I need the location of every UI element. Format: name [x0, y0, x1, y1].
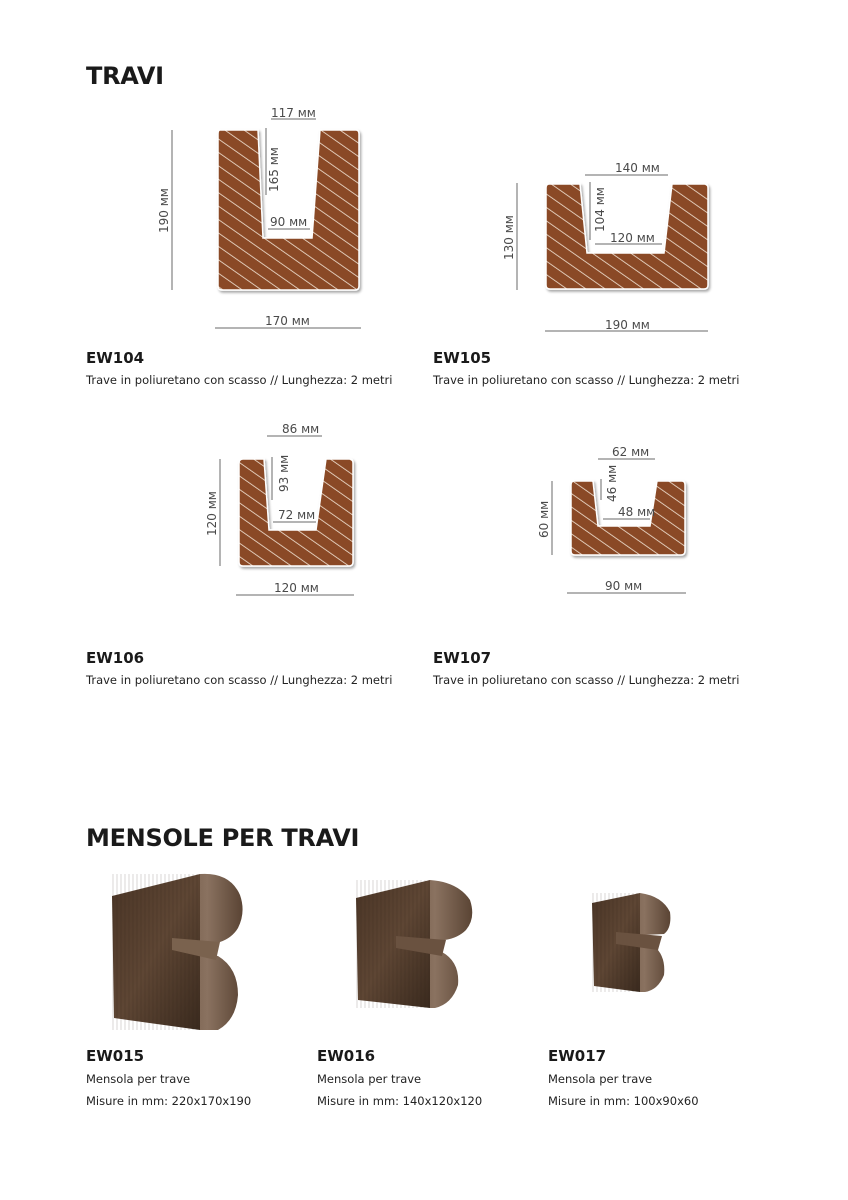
product-code-ew016: EW016 [317, 1047, 376, 1065]
dim-height-ew106: 120 мм [205, 491, 219, 536]
bracket-image-ew015 [112, 874, 243, 1030]
dim-inner-width-ew105: 120 мм [610, 231, 655, 245]
beam-profile-ew105 [502, 161, 708, 332]
product-code-ew105: EW105 [433, 349, 492, 367]
bracket-image-ew016 [356, 880, 472, 1008]
product-size-ew017: Misure in mm: 100x90x60 [548, 1094, 699, 1108]
dim-height-ew104: 190 мм [157, 188, 171, 233]
dim-top-ew105: 140 мм [615, 161, 660, 175]
dim-inner-height-ew105: 104 мм [593, 187, 607, 232]
beam-profile-ew107 [537, 445, 686, 593]
dim-height-ew105: 130 мм [502, 215, 516, 260]
dim-inner-width-ew106: 72 мм [278, 508, 316, 522]
dim-top-ew106: 86 мм [282, 422, 320, 436]
product-desc-ew104: Trave in poliuretano con scasso // Lunghezza: 2 metri [86, 373, 393, 387]
beam-profile-ew104 [157, 106, 361, 328]
product-code-ew106: EW106 [86, 649, 145, 667]
product-size-ew016: Misure in mm: 140x120x120 [317, 1094, 483, 1108]
product-size-ew015: Misure in mm: 220x170x190 [86, 1094, 252, 1108]
product-code-ew017: EW017 [548, 1047, 607, 1065]
dim-inner-height-ew107: 46 мм [605, 464, 619, 502]
dim-top-ew107: 62 мм [612, 445, 650, 459]
product-code-ew015: EW015 [86, 1047, 145, 1065]
product-desc-ew106: Trave in poliuretano con scasso // Lunghezza: 2 metri [86, 673, 393, 687]
dim-width-ew107: 90 мм [605, 579, 643, 593]
product-desc-ew107: Trave in poliuretano con scasso // Lunghezza: 2 metri [433, 673, 740, 687]
section-title-mensole: MENSOLE PER TRAVI [86, 824, 360, 852]
dim-inner-height-ew104: 165 мм [267, 147, 281, 192]
dim-width-ew106: 120 мм [274, 581, 319, 595]
product-code-ew104: EW104 [86, 349, 145, 367]
dim-inner-height-ew106: 93 мм [277, 454, 291, 492]
bracket-image-ew017 [592, 893, 670, 992]
product-desc-ew016: Mensola per trave [317, 1072, 422, 1086]
dim-width-ew105: 190 мм [605, 318, 650, 332]
product-code-ew107: EW107 [433, 649, 492, 667]
product-desc-ew105: Trave in poliuretano con scasso // Lunghezza: 2 metri [433, 373, 740, 387]
product-desc-ew015: Mensola per trave [86, 1072, 191, 1086]
dim-inner-width-ew107: 48 мм [618, 505, 656, 519]
dim-height-ew107: 60 мм [537, 500, 551, 538]
section-title-travi: TRAVI [86, 62, 164, 90]
product-desc-ew017: Mensola per trave [548, 1072, 653, 1086]
dim-top-ew104: 117 мм [271, 106, 316, 120]
dim-inner-width-ew104: 90 мм [270, 215, 308, 229]
beam-profile-ew106 [205, 422, 354, 595]
dim-width-ew104: 170 мм [265, 314, 310, 328]
